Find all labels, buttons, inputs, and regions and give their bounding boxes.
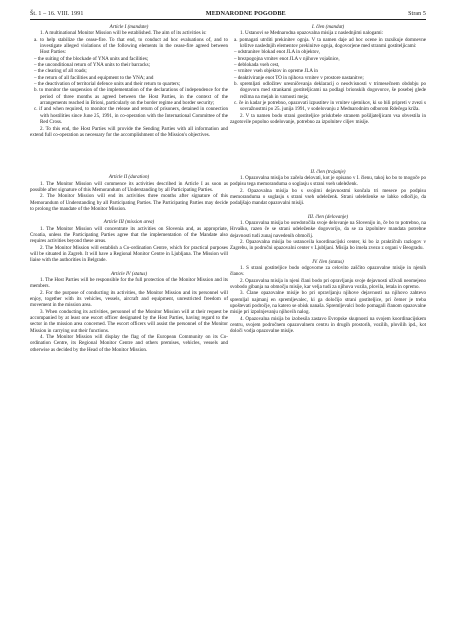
list-item: a. to help stabilize the cease-fire. To that end, to conduct ad hoc evaluations of, and to investigate alleged violations of the following elements in the cease-fire agreed between Host Parties: (34, 36, 228, 56)
list-item: – the deactivation of territorial defence units and their return to quarters; (34, 81, 181, 88)
page-header (30, 10, 426, 20)
paragraph: 3. Člane opazovalne misije bo pri opravljanju njihove dejavnosti na njihovo zahtevo spremljal najmanj en spremljevalec, ki ga določijo strani gostiteljice, pri čemer je treba upoštevati področje, na katero se obisk nanaša. Spremljevalci bodo pomagali članom opazovalne misije pri izpolnjevanju njihovih nalog. (230, 290, 426, 316)
list-item: – deblokada vseh cest, (234, 62, 280, 69)
article-heading: II. člen (trajanje) (310, 168, 346, 175)
paragraph: 1. Opazovalna misija bo osredotočila svoje delovanje na Slovenijo in, če bo to potrebno, na Hrvaško, razen če se strani udeleženke dogovorijo, da se za izpolnitev mandata potrebne dejavnosti tudi zunaj navedenih območij. (230, 219, 426, 239)
paragraph: 3. When conducting its activities, personnel of the Monitor Mission will at their request be accompanied by at least one escort officer designated by the Host Parties, having regard to the sector in the mission area concerned. The escort officers will assist the personnel of the Monitor Mission in carrying out their functions. (30, 308, 228, 334)
paragraph: 2. Opazovalna misija bo ustanovila koordinacijski center, ki bo iz praktičnih razlogov v Zagrebu, in področni opazovalni center v Ljubljani. Misija bo imela zvezo z organi v Beogradu. (230, 238, 426, 252)
header-issue: Št. 1 – 16. VIII. 1991 (30, 11, 84, 17)
article-heading: IV. člen (status) (312, 258, 344, 265)
paragraph: 1. Opazovalna misija bo začela delovati, kot je opisano v I. členu, takoj ko bo to mogoče po podpisu tega memoranduma o soglasju s strani vseh udeleženk. (230, 174, 426, 188)
paragraph: 1. S strani gostiteljice bodo odgovorne za celovito zaščito opazovalne misije in njenih članov. (230, 264, 426, 278)
article-heading: Article IV (status) (110, 270, 148, 277)
list-item: – vrnitev vseh objektov in opreme JLA in (234, 68, 318, 75)
paragraph: 1. The Host Parties will be responsible for the full protection of the Monitor Mission and its members. (30, 277, 228, 290)
slovenian-column (230, 24, 426, 335)
article-heading: Article II (duration) (108, 174, 150, 181)
paragraph: 2. V ta namen bodo strani gostiteljice priskrbele stranem pošiljateljicam vsa obvestila in zagotovile popolno sodelovanje, potrebno za izpolnitev ciljev misije. (230, 112, 426, 126)
english-column (30, 24, 228, 353)
paragraph: 1. The Monitor Mission will concentrate its activities on Slovenia and, as appropriate, Croatia, unless the Participating Parties agree that the implementation of the Mandate also requires activities beyond these areas. (30, 225, 228, 245)
paragraph: 4. The Monitor Mission will display the flag of the European Community on its Co-ordination Centre, its Regional Monitor Centre and others premises, vehicles, vessels and otherwise as decided by the Head of the Monitor Mission. (30, 334, 228, 353)
list-item: – the unconditional return of YNA units to their barracks; (34, 62, 151, 69)
list-item: b. to monitor the suspension of the implementation of the declarations of independence for the period of three months as agreed between the Host Parties, in the context of the arrangements reached in Brioni, particularly on the border regime and border security; (34, 87, 228, 107)
article-heading: Article I (mandate) (109, 24, 149, 30)
list-item: c. if and when required, to monitor the release and return of prisoners, detained in connection with hostilities since June 25, 1991, in co-operation with the International Committee of the Red Cross. (34, 106, 228, 126)
article-heading: Article III (mission area) (103, 219, 155, 226)
list-item: – odstranitev blokad enot JLA in objektov, (234, 49, 320, 56)
list-item: b. spremljati odložitev uresničevanja deklaracij o neodvisnosti v trimesečnem obdobju po dogovoru med strankami gostiteljicami na podlagi brionskih dogovorov, še posebej glede režima na mejah in varnosti meja; (234, 81, 426, 100)
list-item: c. če in kadar je potrebno, opazovati izpustitev in vrnitev ujetnikov, ki so bili pripreti v zvezi s sovražnostmi po 25. junija 1991, v sodelovanju z Mednarodnim odborom Rdečega križa. (234, 100, 426, 113)
paragraph: 2. For the purpose of conducting its activities, the Monitor Mission and its personnel will enjoy, together with its vehicles, vessels, aircraft and equipment, unrestricted freedom of movement in the mission area. (30, 289, 228, 309)
list-item: – the suiting of the blockade of YNA units and facilities; (34, 55, 149, 62)
paragraph: 2. The Monitor Mission will establish a Co-ordination Centre, which for practical purposes will be situated in Zagreb. It will have a Regional Monitor Centre in Ljubljana. The Mission will liaise with the authorities in Belgrade. (30, 244, 228, 264)
paragraph: 1. The Monitor Mission will commence its activities described in Article I as soon as possible after signature of this Memorandum of Understanding by all Participating Parties. (30, 180, 228, 193)
article-heading: I. člen (mandat) (311, 24, 345, 30)
header-title: MEDNARODNE POGODBE (205, 10, 286, 17)
paragraph: 4. Opazovalna misija bo izobesila zastavo Evropske skupnosti na svojem koordinacijskem centru, svojem področnem opazovalnem centru in drugih prostorih, vozilih, plovilih ipd., kot določi vodja opazovalne misije. (230, 315, 426, 335)
paragraph: 2. Opazovalna misija in njeni člani bodo pri opravljanju svoje dejavnosti uživali neomejeno svobodo gibanja na območju misije, kar velja tudi za njihova vozila, plovila, letala in opremo. (230, 277, 426, 290)
paragraph: 2. To this end, the Host Parties will provide the Sending Parties with all information and extend full co-operation as necessary for the accomplishment of the Mission's objectives. (30, 125, 228, 138)
paragraph: 1. A multinational Monitor Mission will be established. The aim of its activities is: (40, 30, 207, 37)
article-heading: III. člen (delovanje) (307, 213, 349, 220)
paragraph: 2. The Monitor Mission will end its activities three months after signature of this Memorandum of Understanding by all Participating Parties. The Participating Parties may decide to prolong the mandate of the Monitor Mission. (30, 193, 228, 212)
list-item: – deaktiviranje enot TO in njihova vrnitev v prostore nastanitve; (234, 74, 364, 81)
header-page-number: Stran 5 (408, 11, 426, 17)
paragraph: 2. Opazovalna misija bo s svojimi dejavnostmi končala tri mesece po podpisu memoranduma o soglasju s strani vseh udeleženk. Strani udeleženke se lahko odločijo, da podaljšajo mandat opazovalni misiji. (230, 187, 426, 207)
paragraph: 1. Ustanovi se Mednarodna opazovalna misija z naslednjimi nalogami: (240, 30, 384, 37)
list-item: a. pomagati utrditi prekinitev ognja. V ta namen daje ad hoc ocene in razsikuje domnevne kršitve naslednjih elementov prekinitve ognja, dogovorjene med stranmi gostiteljicami: (234, 36, 426, 50)
list-item: – brezpogojna vrnitev enot JLA v njihove vojašnice, (234, 55, 340, 62)
list-item: – the clearing of all roads; (34, 68, 87, 75)
list-item: – the return of all facilities and equipment to the YNA; and (34, 74, 154, 81)
